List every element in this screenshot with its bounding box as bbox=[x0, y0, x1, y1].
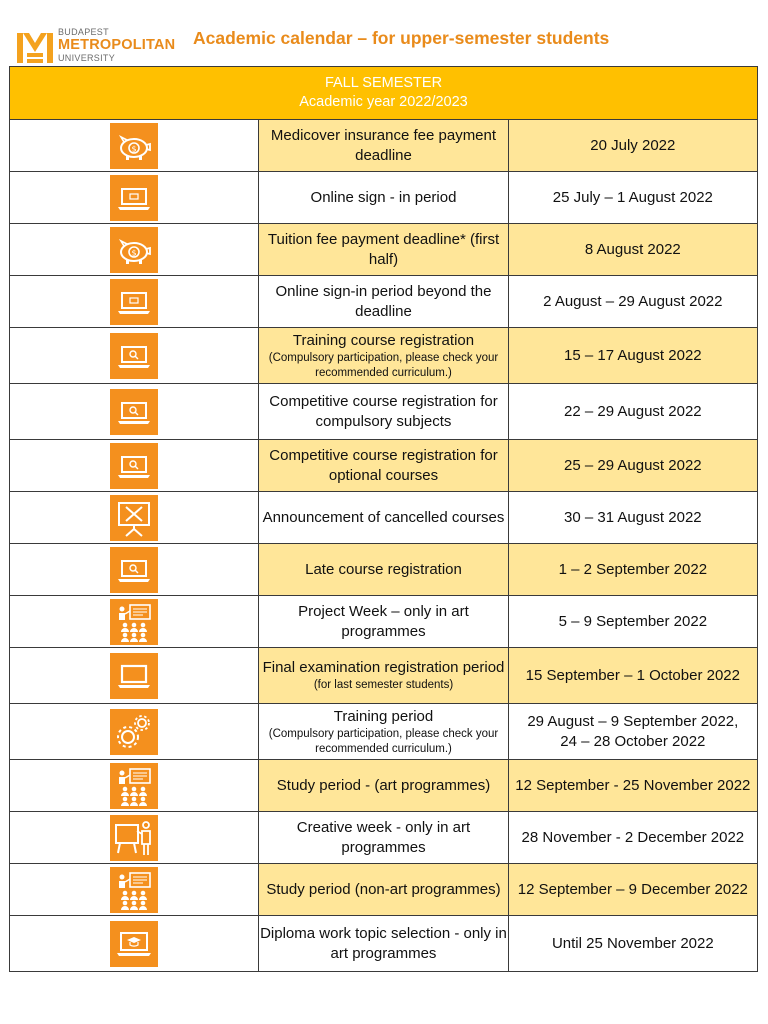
row-icon-cell bbox=[10, 172, 259, 224]
date-cell bbox=[508, 120, 757, 172]
page-title: Academic calendar – for upper-semester students bbox=[193, 28, 610, 48]
table-row bbox=[10, 596, 758, 648]
event-cell bbox=[259, 544, 508, 596]
event-date: 12 September - 25 November 2022 bbox=[515, 776, 751, 794]
event-note: (Compulsory participation, please check your recommended curriculum.) bbox=[268, 351, 499, 379]
table-row bbox=[10, 544, 758, 596]
event-cell bbox=[259, 172, 508, 224]
table-row bbox=[10, 704, 758, 760]
event-cell bbox=[259, 328, 508, 384]
laptop-graduation-icon bbox=[110, 921, 158, 967]
laptop-plain-icon bbox=[110, 653, 158, 699]
date-cell bbox=[508, 172, 757, 224]
event-name: Training course registration bbox=[292, 331, 475, 349]
university-logo bbox=[16, 27, 186, 66]
event-name: Study period - (art programmes) bbox=[276, 776, 491, 794]
event-date: 30 – 31 August 2022 bbox=[564, 508, 702, 526]
svg-text:$: $ bbox=[131, 144, 137, 153]
table-row bbox=[10, 812, 758, 864]
event-date: 15 – 17 August 2022 bbox=[564, 346, 702, 364]
logo-line-metropolitan: METROPOLITAN bbox=[58, 37, 176, 53]
logo-text bbox=[58, 28, 175, 63]
gears-icon bbox=[110, 709, 158, 755]
table-row bbox=[10, 276, 758, 328]
semester-title: FALL SEMESTER bbox=[324, 75, 443, 91]
row-icon-cell bbox=[10, 440, 259, 492]
event-name: Announcement of cancelled courses bbox=[262, 508, 505, 526]
academic-year: Academic year 2022/2023 bbox=[299, 94, 468, 110]
page-header bbox=[14, 28, 754, 68]
row-icon-cell bbox=[10, 276, 259, 328]
laptop-icon bbox=[110, 279, 158, 325]
event-name: Final examination registration period bbox=[262, 659, 505, 676]
event-date: Until 25 November 2022 bbox=[551, 934, 714, 952]
date-cell bbox=[508, 704, 757, 760]
event-note: (for last semester students) bbox=[313, 679, 454, 691]
date-cell bbox=[508, 492, 757, 544]
row-icon-cell bbox=[10, 492, 259, 544]
row-icon-cell bbox=[10, 648, 259, 704]
row-icon-cell bbox=[10, 328, 259, 384]
presentation-audience-icon bbox=[110, 599, 158, 645]
event-name: Competitive course registration for compulsory subjects bbox=[269, 392, 498, 430]
table-row bbox=[10, 172, 758, 224]
date-cell bbox=[508, 760, 757, 812]
date-cell bbox=[508, 648, 757, 704]
event-cell bbox=[259, 596, 508, 648]
event-date: 25 July – 1 August 2022 bbox=[552, 188, 713, 206]
event-cell bbox=[259, 704, 508, 760]
piggy-bank-icon bbox=[110, 227, 158, 273]
event-date: 2 August – 29 August 2022 bbox=[543, 292, 723, 310]
table-row bbox=[10, 760, 758, 812]
date-cell bbox=[508, 544, 757, 596]
semester-banner bbox=[10, 67, 758, 120]
date-cell bbox=[508, 224, 757, 276]
row-icon-cell bbox=[10, 120, 259, 172]
event-name: Late course registration bbox=[305, 560, 462, 578]
event-name: Creative week - only in art programmes bbox=[296, 818, 471, 856]
event-cell bbox=[259, 120, 508, 172]
date-cell bbox=[508, 812, 757, 864]
date-cell bbox=[508, 384, 757, 440]
presentation-audience-icon bbox=[110, 763, 158, 809]
event-date: 8 August 2022 bbox=[584, 240, 681, 258]
event-name: Training period bbox=[333, 707, 434, 725]
event-note: (Compulsory participation, please check your recommended curriculum.) bbox=[268, 727, 499, 755]
table-row bbox=[10, 492, 758, 544]
event-date: 15 September – 1 October 2022 bbox=[525, 666, 740, 684]
event-cell bbox=[259, 648, 508, 704]
event-name: Study period (non-art programmes) bbox=[266, 880, 501, 898]
event-name: Medicover insurance fee payment deadline bbox=[270, 126, 497, 164]
row-icon-cell bbox=[10, 916, 259, 972]
row-icon-cell bbox=[10, 544, 259, 596]
event-name: Project Week – only in art programmes bbox=[298, 602, 469, 640]
event-name: Diploma work topic selection - only in art programmes bbox=[260, 924, 507, 962]
event-cell bbox=[259, 492, 508, 544]
table-row bbox=[10, 120, 758, 172]
event-date: 5 – 9 September 2022 bbox=[558, 612, 708, 630]
event-cell bbox=[259, 224, 508, 276]
row-icon-cell bbox=[10, 384, 259, 440]
table-row bbox=[10, 328, 758, 384]
row-icon-cell bbox=[10, 760, 259, 812]
table-row bbox=[10, 916, 758, 972]
table-row bbox=[10, 440, 758, 492]
event-cell bbox=[259, 760, 508, 812]
logo-line-university: UNIVERSITY bbox=[58, 52, 116, 63]
event-cell bbox=[259, 864, 508, 916]
date-cell bbox=[508, 328, 757, 384]
date-cell bbox=[508, 440, 757, 492]
event-cell bbox=[259, 276, 508, 328]
row-icon-cell bbox=[10, 224, 259, 276]
event-date-second: 24 – 28 October 2022 bbox=[560, 732, 706, 750]
cancelled-board-icon bbox=[110, 495, 158, 541]
event-date: 1 – 2 September 2022 bbox=[558, 560, 708, 578]
logo-mark-icon bbox=[16, 30, 54, 66]
piggy-bank-icon bbox=[110, 123, 158, 169]
laptop-icon bbox=[110, 175, 158, 221]
row-icon-cell bbox=[10, 704, 259, 760]
table-row bbox=[10, 224, 758, 276]
row-icon-cell bbox=[10, 596, 259, 648]
laptop-search-icon bbox=[110, 389, 158, 435]
event-name: Online sign-in period beyond the deadline bbox=[275, 282, 492, 320]
event-date: 28 November - 2 December 2022 bbox=[521, 828, 745, 846]
date-cell bbox=[508, 864, 757, 916]
laptop-search-icon bbox=[110, 443, 158, 489]
table-row bbox=[10, 648, 758, 704]
row-icon-cell bbox=[10, 812, 259, 864]
event-date: 22 – 29 August 2022 bbox=[564, 402, 702, 420]
table-row bbox=[10, 864, 758, 916]
row-icon-cell bbox=[10, 864, 259, 916]
event-name: Online sign - in period bbox=[310, 188, 457, 206]
date-cell bbox=[508, 596, 757, 648]
event-cell bbox=[259, 384, 508, 440]
event-cell bbox=[259, 812, 508, 864]
event-cell bbox=[259, 440, 508, 492]
date-cell bbox=[508, 916, 757, 972]
presentation-audience-icon bbox=[110, 867, 158, 913]
teacher-board-icon bbox=[110, 815, 158, 861]
event-date: 25 – 29 August 2022 bbox=[564, 456, 702, 474]
logo-line-budapest: BUDAPEST bbox=[58, 27, 109, 37]
svg-text:$: $ bbox=[131, 248, 137, 257]
event-cell bbox=[259, 916, 508, 972]
event-date: 29 August – 9 September 2022, bbox=[527, 712, 739, 730]
date-cell bbox=[508, 276, 757, 328]
academic-calendar-table bbox=[9, 66, 758, 972]
event-name: Tuition fee payment deadline* (first half) bbox=[267, 230, 500, 268]
event-name: Competitive course registration for optional courses bbox=[269, 446, 498, 484]
event-date: 20 July 2022 bbox=[590, 136, 676, 154]
laptop-search-icon bbox=[110, 333, 158, 379]
event-date: 12 September – 9 December 2022 bbox=[517, 880, 748, 898]
table-row bbox=[10, 384, 758, 440]
semester-banner-row bbox=[10, 67, 758, 120]
laptop-search-icon bbox=[110, 547, 158, 593]
